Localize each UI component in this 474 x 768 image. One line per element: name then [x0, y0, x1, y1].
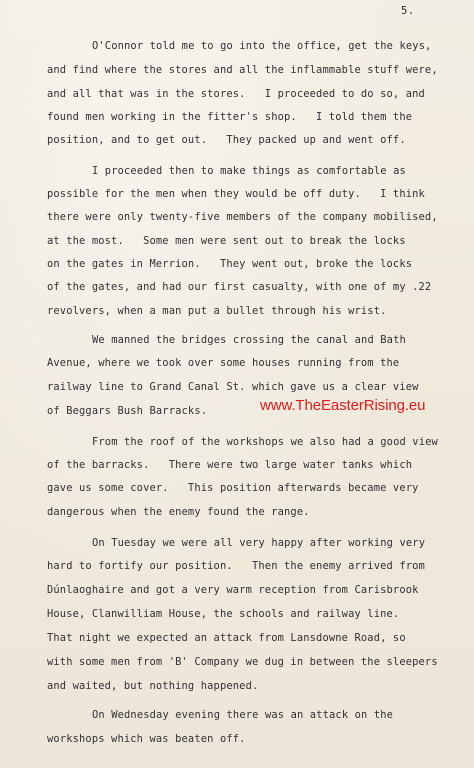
paragraph-4-line-1: From the roof of the workshops we also had a good view: [92, 436, 438, 448]
paragraph-5-line-2: hard to fortify our position. Then the enemy arrived from: [47, 560, 425, 572]
paragraph-3-line-1: We manned the bridges crossing the canal and Bath: [92, 334, 406, 346]
paragraph-5-line-5: That night we expected an attack from Lansdowne Road, so: [47, 632, 406, 644]
paragraph-4-line-3: gave us some cover. This position afterwards became very: [47, 482, 419, 494]
paragraph-5-line-1: On Tuesday we were all very happy after working very: [92, 537, 426, 549]
paragraph-2-line-3: there were only twenty-five members of the company mobilised,: [47, 211, 438, 223]
paragraph-4-line-4: dangerous when the enemy found the range.: [47, 506, 310, 518]
paragraph-1-line-1: O'Connor told me to go into the office, get the keys,: [92, 40, 432, 52]
page-number: 5.: [401, 5, 415, 17]
paragraph-2-line-1: I proceeded then to make things as comfortable as: [92, 165, 406, 177]
paragraph-5-line-3: Dúnlaoghaire and got a very warm reception from Carisbrook: [47, 584, 419, 596]
paragraph-6-line-2: workshops which was beaten off.: [47, 733, 246, 745]
watermark-text: www.TheEasterRising.eu: [260, 397, 426, 414]
paragraph-2-line-7: revolvers, when a man put a bullet through his wrist.: [47, 305, 387, 317]
paragraph-1-line-4: found men working in the fitter's shop. I told them the: [47, 111, 413, 123]
paragraph-3-line-4: of Beggars Bush Barracks.: [47, 405, 208, 417]
paragraph-5-line-4: House, Clanwilliam House, the schools and railway line.: [47, 608, 400, 620]
paragraph-6-line-1: On Wednesday evening there was an attack on the: [92, 709, 394, 721]
paragraph-4-line-2: of the barracks. There were two large water tanks which: [47, 459, 413, 471]
paragraph-1-line-3: and all that was in the stores. I proceeded to do so, and: [47, 88, 425, 100]
paragraph-5-line-6: with some men from 'B' Company we dug in between the sleepers: [47, 656, 438, 668]
paragraph-1-line-5: position, and to get out. They packed up and went off.: [47, 134, 406, 146]
paragraph-3-line-3: railway line to Grand Canal St. which gave us a clear view: [47, 381, 419, 393]
paragraph-3-line-2: Avenue, where we took over some houses running from the: [47, 357, 400, 369]
paragraph-1-line-2: and find where the stores and all the inflammable stuff were,: [47, 64, 438, 76]
paragraph-2-line-2: possible for the men when they would be off duty. I think: [47, 188, 425, 200]
paragraph-2-line-5: on the gates in Merrion. They went out, broke the locks: [47, 258, 413, 270]
paragraph-2-line-6: of the gates, and had our first casualty, with one of my .22: [47, 281, 432, 293]
paragraph-2-line-4: at the most. Some men were sent out to break the locks: [47, 235, 406, 247]
paragraph-5-line-7: and waited, but nothing happened.: [47, 680, 259, 692]
